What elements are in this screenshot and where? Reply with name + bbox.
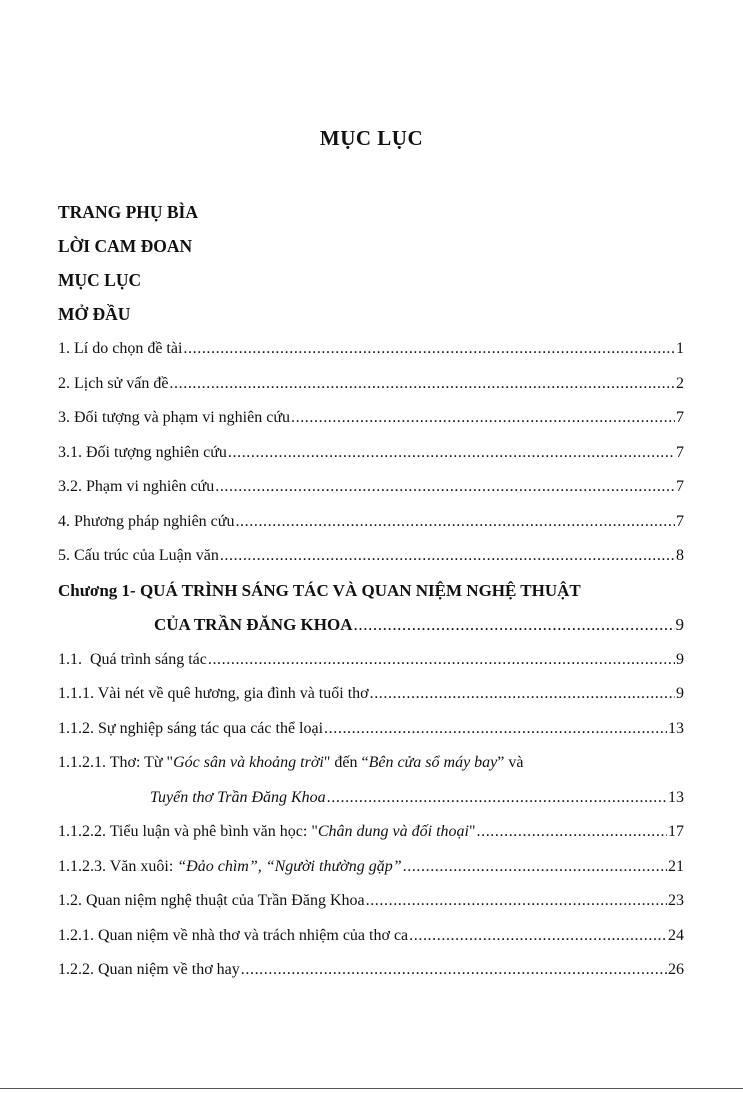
entry-text: Quan niệm về thơ hay <box>98 961 240 978</box>
entry-number: 1.1.2.1. <box>58 754 106 771</box>
page-number: 7 <box>676 443 684 461</box>
toc-row <box>58 888 684 923</box>
leader-dots <box>409 923 667 949</box>
entry-number: 1.1.2.3. <box>58 857 106 875</box>
toc-row <box>58 474 684 509</box>
leader-dots <box>324 716 667 742</box>
leader-dots <box>354 612 675 638</box>
entry-text: Phạm vi nghiên cứu <box>86 478 215 495</box>
leader-dots <box>241 957 667 983</box>
entry-text-prefix: Thơ: Từ " <box>109 754 174 771</box>
page-number: 21 <box>668 857 684 875</box>
toc-row <box>58 405 684 440</box>
entry-number: 1.1.1. <box>58 685 94 702</box>
entry-text: Quá trình sáng tác <box>90 650 207 668</box>
entry-number: 3.2. <box>58 478 82 495</box>
toc-row <box>58 336 684 371</box>
toc-row <box>58 681 684 716</box>
toc-row <box>58 854 684 889</box>
leader-dots <box>366 888 667 914</box>
leader-dots <box>477 819 668 845</box>
toc-row <box>58 440 684 475</box>
entry-text-suffix: " <box>468 823 476 840</box>
page-number: 7 <box>676 409 684 426</box>
leader-dots <box>220 543 675 569</box>
page-number: 26 <box>668 961 684 978</box>
entry-text: Sự nghiệp sáng tác qua các thể loại <box>98 719 324 737</box>
entry-text: Quan niệm nghệ thuật của Trần Đăng Khoa <box>86 892 365 909</box>
entry-text: Cấu trúc của Luận văn <box>74 547 219 564</box>
page-number: 13 <box>668 719 684 737</box>
chapter-heading-line1 <box>58 578 684 613</box>
page-number: 1 <box>676 340 684 357</box>
page-number: 9 <box>676 685 684 702</box>
page-bottom-rule <box>0 1088 743 1089</box>
leader-dots <box>291 405 675 431</box>
page-number: 13 <box>668 788 684 806</box>
entry-text: Đối tượng và phạm vi nghiên cứu <box>74 409 290 426</box>
entry-number: 1.1.2. <box>58 719 94 737</box>
entry-number: 3. <box>58 409 70 426</box>
page-title: MỤC LỤC <box>319 126 424 150</box>
work-title: Góc sân và khoảng trời <box>173 754 324 771</box>
entry-text-prefix: Văn xuôi: <box>109 857 178 875</box>
entry-number: 1. <box>58 340 70 357</box>
toc-row <box>58 819 684 854</box>
leader-dots <box>183 336 675 362</box>
toc-row <box>58 716 684 751</box>
work-title: Chân dung và đối thoại <box>317 823 469 840</box>
entry-number: 1.1. <box>58 650 82 668</box>
chapter-title: Chương 1- QUÁ TRÌNH SÁNG TÁC VÀ QUAN NIỆM NGHỆ THUẬT <box>58 580 581 600</box>
leader-dots <box>228 440 675 466</box>
page-number: 24 <box>668 926 684 944</box>
toc-row-poetry-continued <box>58 785 684 820</box>
entry-number: 3.1. <box>58 443 82 461</box>
entry-text: Lí do chọn đề tài <box>74 340 183 357</box>
chapter-title-continued: CỦA TRẦN ĐĂNG KHOA <box>154 615 353 634</box>
entry-text: Quan niệm về nhà thơ và trách nhiệm của thơ ca <box>98 926 409 944</box>
entry-number: 1.1.2.2. <box>58 823 106 840</box>
page-number: 7 <box>676 478 684 495</box>
work-title: “Đảo chìm”, “Người thường gặp” <box>177 857 402 875</box>
page-number: 17 <box>668 823 684 840</box>
front-item-cover: TRANG PHỤ BÌA <box>58 202 199 222</box>
work-title: Bên cửa sổ máy bay <box>368 754 498 771</box>
front-matter-list <box>58 200 198 336</box>
toc-row <box>58 647 684 682</box>
toc-row <box>58 543 684 578</box>
toc-row-poetry <box>58 750 684 785</box>
front-item-introduction: MỞ ĐẦU <box>58 304 131 324</box>
toc-row <box>58 509 684 544</box>
work-title: Tuyển thơ Trần Đăng Khoa <box>150 788 326 806</box>
entry-text: Đối tượng nghiên cứu <box>86 443 227 461</box>
page-number: 8 <box>676 547 684 564</box>
page-number: 7 <box>676 512 684 530</box>
entry-text: Lịch sử vấn đề <box>74 374 169 392</box>
page-number: 9 <box>675 615 684 634</box>
entry-text: Phương pháp nghiên cứu <box>74 512 235 530</box>
entry-number: 5. <box>58 547 70 564</box>
page-number: 2 <box>676 374 684 392</box>
entry-text: Vài nét về quê hương, gia đình và tuổi thơ <box>97 685 369 702</box>
entry-number: 1.2.1. <box>58 926 94 944</box>
entry-number: 2. <box>58 374 70 392</box>
chapter-heading-line2 <box>58 612 684 647</box>
page-number: 23 <box>668 892 684 909</box>
leader-dots <box>208 647 675 673</box>
leader-dots <box>235 509 675 535</box>
leader-dots <box>327 785 667 811</box>
toc-list <box>58 336 684 992</box>
leader-dots <box>403 854 667 880</box>
entry-number: 1.2. <box>58 892 82 909</box>
leader-dots <box>169 371 675 397</box>
toc-row <box>58 371 684 406</box>
page-number: 9 <box>676 650 684 668</box>
entry-text-connector: " đến “ <box>323 754 369 771</box>
toc-row <box>58 957 684 992</box>
entry-number: 1.2.2. <box>58 961 94 978</box>
front-item-toc: MỤC LỤC <box>58 270 142 290</box>
toc-row <box>58 923 684 958</box>
leader-dots <box>370 681 675 707</box>
front-item-declaration: LỜI CAM ĐOAN <box>58 236 193 256</box>
entry-number: 4. <box>58 512 70 530</box>
entry-text-connector: ” và <box>497 754 524 771</box>
entry-text-prefix: Tiểu luận và phê bình văn học: " <box>109 823 318 840</box>
leader-dots <box>215 474 675 500</box>
